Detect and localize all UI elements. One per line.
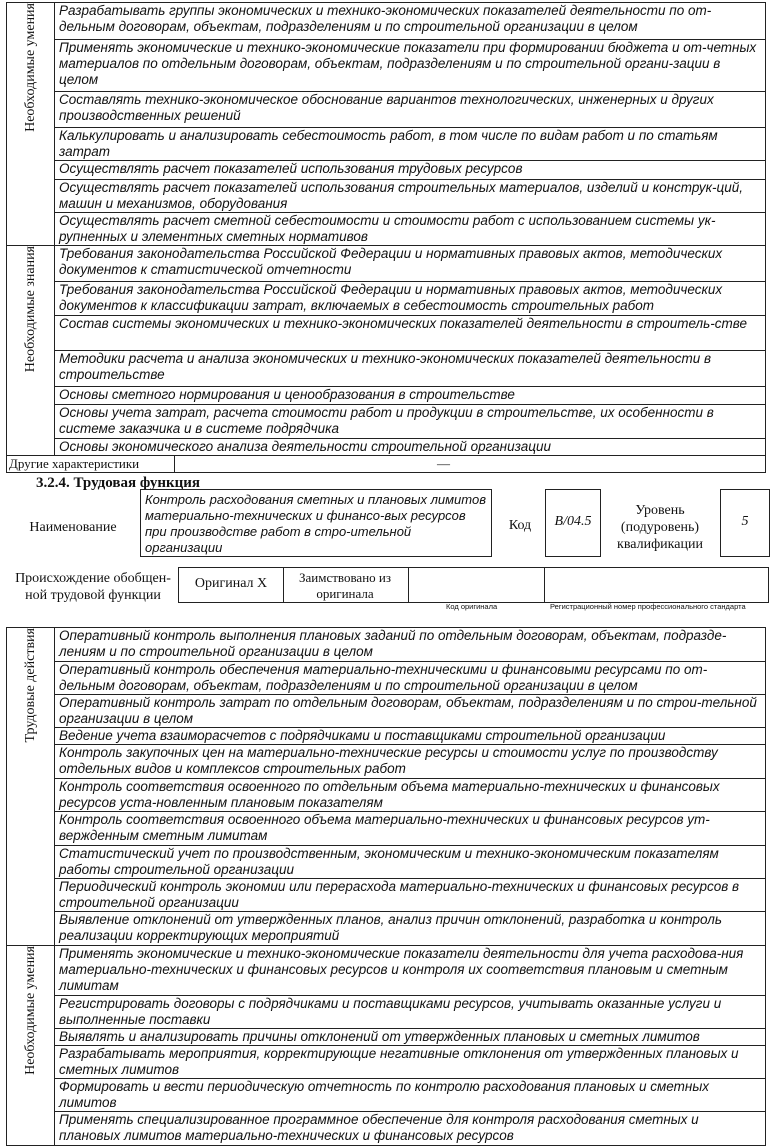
action-item: Оперативный контроль выполнения плановых заданий по отдельным договорам, объектам, подразде-лениям и по строительной организации в целом bbox=[55, 628, 766, 662]
code-value: В/04.5 bbox=[554, 514, 592, 529]
original-code-box bbox=[408, 567, 545, 603]
borrowed-label: Заимствовано из оригинала bbox=[298, 570, 391, 601]
skill-item: Разрабатывать мероприятия, корректирующие негативные отклонения от утвержденных плановых и сметных лимитов bbox=[55, 1046, 766, 1079]
skill-item: Осуществлять расчет показателей использования трудовых ресурсов bbox=[55, 161, 766, 180]
skill-item: Разрабатывать группы экономических и технико-экономических показателей деятельности по от-дельным договорам, объектам, подразделениям и по строительной организации в целом bbox=[55, 3, 766, 40]
action-item: Оперативный контроль обеспечения материально-техническими и финансовыми ресурсами по от-дельным договорам, объектам, подразделениям и по строительной организации в целом bbox=[55, 662, 766, 695]
skill-item: Выявлять и анализировать причины отклонений от утвержденных плановых и сметных лимитов bbox=[55, 1029, 766, 1046]
knowledge-item: Требования законодательства Российской Федерации и нормативных правовых актов, методических документов к классификации затрат, включаемых в себестоимость строительных работ bbox=[55, 282, 766, 316]
skill-item: Осуществлять расчет показателей использования строительных материалов, изделий и конструк-ций, машин и механизмов, оборудования bbox=[55, 180, 766, 213]
other-characteristics-row bbox=[7, 456, 766, 473]
name-value-box bbox=[140, 489, 492, 557]
skill-item: Применять специализированное программное обеспечение для контроля расходования сметных и плановых лимитов материально-технических и финансовых ресурсов bbox=[55, 1112, 766, 1146]
action-item: Контроль закупочных цен на материально-технические ресурсы и стоимости услуг по производству отдельных видов и комплексов строительных работ bbox=[55, 745, 766, 779]
top-requirements-table bbox=[6, 2, 766, 473]
action-item: Периодический контроль экономии или перерасхода материально-технических и финансовых ресурсов в строительной организации bbox=[55, 879, 766, 912]
knowledge-item: Состав системы экономических и технико-экономических показателей деятельности в строитель-стве bbox=[55, 316, 766, 351]
knowledge-row-label: Необходимые знания bbox=[7, 246, 55, 456]
skill-item: Применять экономические и технико-экономические показатели деятельности для учета расходова-ния материально-технических и финансовых ресурсов и контроля их соответствия плановым и сметным лимитам bbox=[55, 946, 766, 996]
skills-row-label-2: Необходимые умения bbox=[7, 946, 55, 1146]
code-box bbox=[545, 489, 601, 557]
actions-row-label: Трудовые действия bbox=[7, 628, 55, 946]
skills-row-label: Необходимые умения bbox=[7, 3, 55, 246]
skill-item: Регистрировать договоры с подрядчиками и поставщиками ресурсов, учитывать оказанные услуги и выполненные поставки bbox=[55, 996, 766, 1029]
knowledge-item: Основы экономического анализа деятельности строительной организации bbox=[55, 439, 766, 456]
original-box bbox=[178, 567, 284, 603]
skill-item: Калькулировать и анализировать себестоимость работ, в том числе по видам работ и по статьям затрат bbox=[55, 128, 766, 161]
knowledge-item: Основы сметного нормирования и ценообразования в строительстве bbox=[55, 387, 766, 405]
other-characteristics-label: Другие характеристики bbox=[9, 456, 140, 471]
origin-label: Происхождение обобщен-ной трудовой функции bbox=[15, 571, 171, 603]
skill-item: Осуществлять расчет сметной себестоимости и стоимости работ с использованием системы ук-рупненных и элементных сметных нормативов bbox=[55, 213, 766, 246]
action-item: Оперативный контроль затрат по отдельным договорам, объектам, подразделениям и по строи-тельной организации в целом bbox=[55, 695, 766, 728]
knowledge-item: Требования законодательства Российской Федерации и нормативных правовых актов, методических документов к статистической отчетности bbox=[55, 246, 766, 282]
name-label: Наименование bbox=[29, 520, 117, 535]
knowledge-item: Основы учета затрат, расчета стоимости работ и продукции в строительстве, их особенности в системе заказчика и в системе подрядчика bbox=[55, 405, 766, 439]
section-heading: 3.2.4. Трудовая функция bbox=[36, 475, 201, 491]
original-value: Оригинал X bbox=[194, 576, 268, 591]
action-item: Контроль соответствия освоенного по отдельным объема материально-технических и финансовых ресурсов уста-новленным плановым показателям bbox=[55, 779, 766, 812]
skill-item: Применять экономические и технико-экономические показатели при формировании бюджета и от-четных материалов по отдельным договорам, объектам, подразделениям и по строительной органи-зации в целом bbox=[55, 40, 766, 92]
action-item: Статистический учет по производственным, экономическим и технико-экономическим показателям работы строительной организации bbox=[55, 846, 766, 879]
level-box bbox=[720, 489, 770, 557]
skill-item: Формировать и вести периодическую отчетность по контролю расходования плановых и сметных лимитов bbox=[55, 1079, 766, 1112]
level-value: 5 bbox=[741, 514, 749, 529]
action-item: Ведение учета взаиморасчетов с подрядчиками и поставщиками строительной организации bbox=[55, 728, 766, 745]
action-item: Контроль соответствия освоенного объема материально-технических и финансовых ресурсов ут-вержденным сметным лимитам bbox=[55, 812, 766, 846]
other-characteristics-value: — bbox=[437, 456, 450, 471]
original-code-caption: Код оригинала bbox=[446, 602, 498, 611]
action-item: Выявление отклонений от утвержденных планов, анализ причин отклонений, разработка и контроль реализации корректирующих мероприятий bbox=[55, 912, 766, 946]
skill-item: Составлять технико-экономическое обоснование вариантов технологических, инженерных и других производственных решений bbox=[55, 92, 766, 128]
row-divider bbox=[174, 456, 175, 472]
registration-number-box bbox=[544, 567, 769, 603]
code-label: Код bbox=[508, 518, 532, 533]
bottom-requirements-table bbox=[6, 627, 766, 1146]
registration-caption: Регистрационный номер профессионального стандарта bbox=[550, 602, 746, 611]
name-value: Контроль расходования сметных и плановых лимитов материально-технических и финансо-вых ресурсов при производстве работ в стро-ительной организации bbox=[145, 492, 486, 555]
borrowed-box bbox=[282, 567, 409, 603]
knowledge-item: Методики расчета и анализа экономических и технико-экономических показателей деятельности в строительстве bbox=[55, 351, 766, 387]
level-label: Уровень (подуровень) квалификации bbox=[617, 503, 703, 552]
